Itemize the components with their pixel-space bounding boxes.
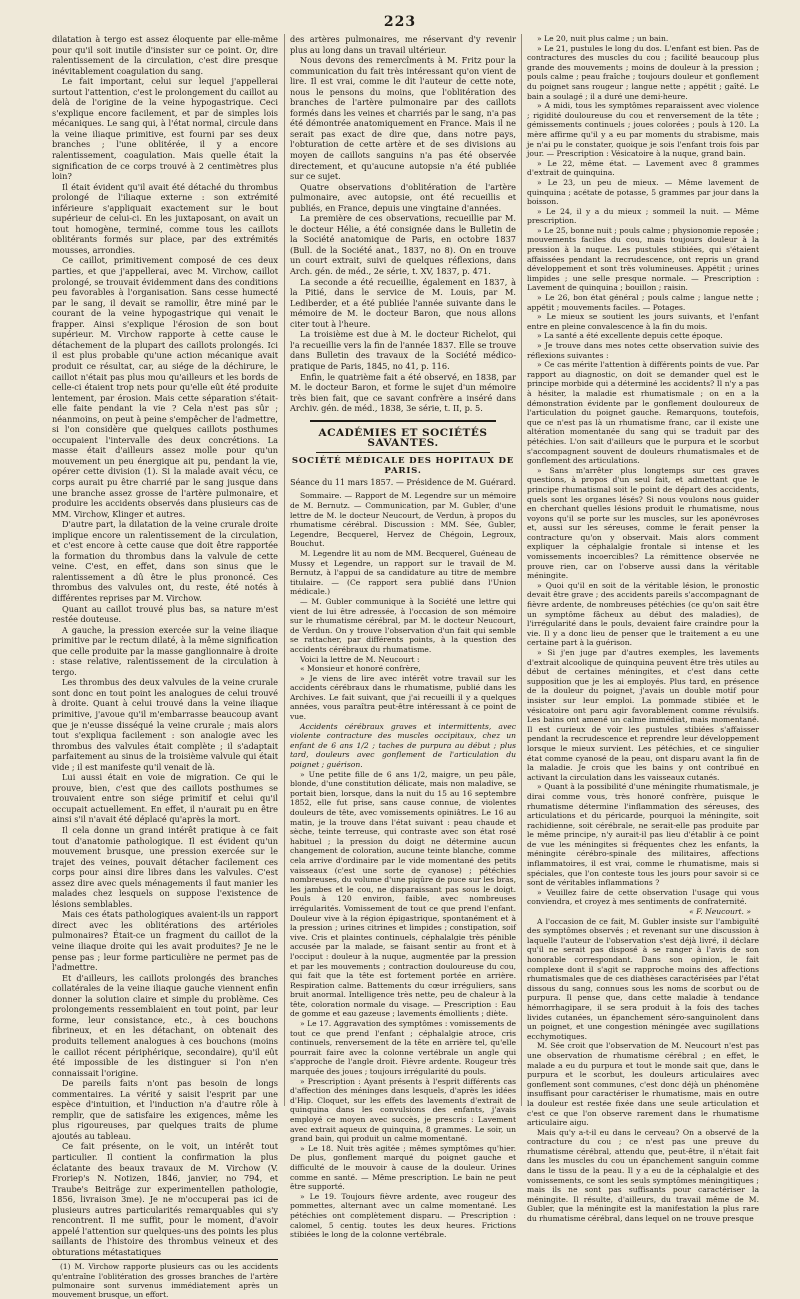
column-3	[527, 34, 759, 1224]
paragraph: — M. Gubler communique à la Société une lettre qui vient de lui être adressée, à l'occasion de son mémoire sur le rhumatisme cérébral, par M. le docteur Neucourt, de Verdun. On y trouve l'observation d'un fait qui semble se rattacher, par différents points, à la question des accidents cérébraux du rhumatisme.	[290, 596, 516, 654]
paragraph: La première de ces observations, recueillie par M. le docteur Hélie, a été consignée dans le Bulletin de la Société anatomique de Paris, en octobre 1837 (Bull. de la Société anat., 1837, no 8). On en trouve un court extrait, suivi de quelques réflexions, dans Arch. gén. de méd., 2e série, t. XV, 1837, p. 471.	[290, 213, 516, 277]
paragraph: » Je viens de lire avec intérêt votre travail sur les accidents cérébraux dans le rhumatisme, publié dans les Archives. Le fait suivant, que j'ai recueilli il y a quelques années, vous paraîtra peut-être intéressant à ce point de vue.	[290, 673, 516, 722]
paragraph: » Une petite fille de 6 ans 1/2, maigre, un peu pâle, blonde, d'une constitution délicate, mais non maladive, se portait bien, lorsque, dans la nuit du 15 au 16 septembre 1852, elle fut prise, sans cause connue, de violentes douleurs de tête, avec vomissements opiniâtres. Le 16 au matin, je la trouve dans l'état suivant : peau chaude et sèche, teinte terreuse, qui contraste avec son état rosé habituel ; la pression du doigt ne détermine aucun changement de coloration, aucune teinte blanche, comme cela arrive d'ordinaire par le vide momentané des petits vaisseaux (c'est une sorte de cyanose) ; pétéchies nombreuses, du volume d'une piqûre de puce sur les bras, les jambes et le cou, ne disparaissant pas sous le doigt. Pouls à 120 environ, faible, avec nombreuses irrégularités. Vomissement de tout ce que prend l'enfant. Douleur vive à la région épigastrique, spontanément et à la pression ; urines citrines et limpides ; constipation, soif vive. Cris et plaintes continuels, céphalalgie très pénible accusée par la malade, se faisant sentir au front et à l'occiput : douleur à la nuque, augmentée par la pression et par les mouvements ; contraction douloureuse du cou, qui fait que la tête est fortement portée en arrière. Respiration calme. Battements du cœur irréguliers, sans bruit anormal. Intelligence très nette, peu de chaleur à la tête, coloration normale du visage. — Prescription : Eau de gomme et eau gazeuse ; lavements émollients ; diète.	[290, 769, 516, 1019]
paragraph: » Si j'en juge par d'autres exemples, les lavements d'extrait alcoolique de quinquina peuvent être très utiles au début de certaines méningites, et c'est dans cette supposition que je les ai employés. Plus tard, en présence de la douleur du poignet, j'avais un double motif pour insister sur leur emploi. La pommade stibiée et le vésicatoire ont paru agir favorablement comme révulsifs. Les bains ont amené un calme immédiat, mais momentané. Il est curieux de voir les pustules stibiées s'affaisser pendant la recrudescence et reprendre leur développement lorsque le mieux survient. Les pétéchies, et ce singulier état comme cyanosé de la peau, ont disparu avant la fin de la maladie. Je crois que les bains y ont contribué en activant la circulation dans les vaisseaux cutanés.	[527, 648, 759, 782]
paragraph: » Sans m'arrêter plus longtemps sur ces graves questions, à propos d'un seul fait, et admettant que le principe rhumatismal soit le point de départ des accidents, quels sont les organes lésés? Si nous voulons nous guider en cherchant quelles lésions produit le rhumatisme, nous voyons qu'il se porte sur les muscles, sur les aponévroses et, aussi sur les séreuses, comme le ferait penser la contracture qu'on y observait. Mais alors comment expliquer la céphalalgie frontale si intense et les vomissements incoercibles? La rémittence observée ne prouve rien, car on l'observe aussi dans la véritable méningite.	[527, 465, 759, 581]
paragraph: Les thrombus des deux valvules de la veine crurale sont donc en tout point les analogues de celui trouvé à droite. Quant à celui trouvé dans la veine iliaque primitive, j'avoue qu'il m'embarrasse beaucoup avant que je n'eusse disséqué la veine crurale ; mais alors tout s'expliqua facilement : son analogie avec les thrombus des valvules était complète ; il s'adaptait parfaitement au sinus de la troisième valvule qui était vide ; il est manifeste qu'il venait de là.	[52, 677, 278, 772]
paragraph: Enfin, le quatrième fait a été observé, en 1838, par M. le docteur Baron, et forme le sujet d'un mémoire très bien fait, que ce savant confrère a inséré dans Archiv. gén. de méd., 1838, 3e série, t. II, p. 5.	[290, 371, 516, 414]
paragraph: » Ce cas mérite l'attention à différents points de vue. Par rapport au diagnostic, on doit se demander quel est le principe morbide qui a déterminé les accidents? Il n'y a pas à hésiter, la maladie est rhumatismale ; on en a la démonstration évidente par le gonflement douloureux de l'articulation du poignet gauche. Remarquons, toutefois, que ce n'est pas là un rhumatisme franc, car il existe une altération momentanée du sang qui se traduit par des pétéchies. L'on sait d'ailleurs que le purpura et le scorbut s'accompagnent souvent de douleurs rhumatismales et de gonflement des articulations.	[527, 360, 759, 466]
column-rule-right	[521, 34, 522, 1106]
paragraph: A gauche, la pression exercée sur la veine iliaque primitive par le rectum dilaté, à la même signification que celle produite par la masse ganglionnaire à droite : stase relative, ralentissement de la circulation à tergo.	[52, 624, 278, 677]
paragraph: D'autre part, la dilatation de la veine crurale droite implique encore un ralentissement de la circulation, et c'est encore à cette cause que doit être rapportée la formation du thrombus dans la valvule de cette veine. C'est, en effet, dans son sinus que le ralentissement a dû être le plus prononcé. Ces thrombus des valvules ont, du reste, été notés à différentes reprises par M. Virchow.	[52, 519, 278, 603]
paragraph: Nous devons des remercîments à M. Fritz pour la communication du fait très intéressant qu'on vient de lire. Il est vrai, comme le dit l'auteur de cette note, nous le pensons du moins, que l'oblitération des branches de l'artère pulmonaire par des caillots formés dans les veines et charriés par le sang, n'a pas été démontrée anatomiquement en France. Mais il ne serait pas exact de dire que, dans notre pays, l'obturation de cette artère et de ses divisions au moyen de caillots sanguins n'a pas été observée directement, et qu'aucune autopsie n'a été publiée sur ce sujet.	[290, 55, 516, 182]
column-1	[52, 34, 278, 1299]
footnote: (1) M. Virchow rapporte plusieurs cas ou les accidents qu'entraîne l'oblitération des grosses branches de l'artère pulmonaire sont survenus immédiatement après un mouvement brusque, un effort.	[52, 1259, 278, 1299]
section-divider	[310, 420, 496, 422]
paragraph: » Prescription : Ayant présents à l'esprit différents cas d'affection des méninges dans lesquels, d'après les idées d'Hip. Cloquet, sur les effets des lavements d'extrait de quinquina dans les convulsions des enfants, j'avais employé ce moyen avec succès, je prescris : Lavement avec extrait aqueux de quinquina, 8 grammes. Le soir, un grand bain, qui produit un calme momentané.	[290, 1076, 516, 1144]
paragraph: » A midi, tous les symptômes reparaissent avec violence ; rigidité douloureuse du cou et renversement de la tête ; gémissements continuels ; joues colorées ; pouls à 120. La mère affirme qu'il y a eu par moments du strabisme, mais je n'ai pu le constater, quoique je sois l'enfant trois fois par jour. — Prescription : Vésicatoire à la nuque, grand bain.	[527, 101, 759, 159]
paragraph: » Quoi qu'il en soit de la véritable lésion, le pronostic devait être grave ; des accidents pareils s'accompagnant de fièvre ardente, de nombreuses pétéchies (ce qu'on sait être un symptôme fâcheux au début des maladies), de l'irrégularité dans le pouls, devaient faire craindre pour la vie. Il y a donc lieu de penser que le traitement a eu une certaine part à la guérison.	[527, 580, 759, 648]
paragraph: » Le 23, un peu de mieux. — Même lavement de quinquina ; acétate de potasse, 5 grammes par jour dans la boisson.	[527, 177, 759, 207]
paragraph: » Le 21, pustules le long du dos. L'enfant est bien. Pas de contractures des muscles du cou ; facilité beaucoup plus grande des mouvements ; moins de douleur à la pression ; pouls calme ; peau fraîche ; toujours douleur et gonflement du poignet sans rougeur ; langue nette ; appétit ; gaîté. Le bain a soulagé ; il a duré une demi-heure.	[527, 43, 759, 101]
paragraph: Quant au caillot trouvé plus bas, sa nature m'est restée douteuse.	[52, 603, 278, 625]
section-rule	[316, 452, 490, 453]
paragraph: » Le 18. Nuit très agitée ; mêmes symptômes qu'hier. De plus, gonflement marqué du poignet gauche et difficulté de le mouvoir à cause de la douleur. Urines comme en santé. — Même prescription. Le bain ne peut être supporté.	[290, 1143, 516, 1192]
paragraph: Voici la lettre de M. Neucourt :	[300, 654, 420, 664]
paragraph: La troisième est due à M. le docteur Richelot, qui l'a recueillie vers la fin de l'année 1837. Elle se trouve dans Bulletin des travaux de la Société médico-pratique de Paris, 1845, no 41, p. 116.	[290, 329, 516, 371]
column-rule-left	[284, 34, 285, 1106]
summary-paragraph: Sommaire. — Rapport de M. Legendre sur un mémoire de M. Bernutz. — Communication, par M. Gubler, d'une lettre de M. le docteur Neucourt, de Verdun, à propos du rhumatisme cérébral. Discussion : MM. Sée, Gubler, Legendre, Becquerel, Hervez de Chégoin, Legroux, Bouchut.	[290, 491, 516, 549]
paragraph: » Le 26, bon état général ; pouls calme ; langue nette ; appétit ; mouvements faciles. — Potages.	[527, 293, 759, 312]
paragraph: Ce caillot, primitivement composé de ces deux parties, et que j'appellerai, avec M. Virchow, caillot prolongé, se trouvait évidemment dans des conditions peu favorables à l'organisation. Sans cesse humecté par le sang, il devait se ramollir, être miné par le courant de la veine hypogastrique qui venait le frapper. Ainsi s'explique l'érosion de son bout supérieur. M. Virchow rapporte à cette cause le détachement de la plupart des caillots prolongés. Ici il est plus probable qu'une action mécanique avait produit ce résultat, car, au siége de la déchirure, le caillot n'était pas plus mou qu'ailleurs et les bords de celle-ci étaient trop nets pour qu'elle eût été produite lentement, par érosion. Mais cette séparation s'était-elle faite pendant la vie ? Cela n'est pas sûr ; néanmoins, on peut à peine s'empêcher de l'admettre, si l'on considère que quelques caillots posthumes occupaient l'intervalle des deux concrétions. La masse était d'ailleurs assez molle pour qu'un mouvement un peu énergique ait pu, pendant la vie, opérer cette division (1). Si la malade avait vécu, ce corps aurait pu être charrié par le sang jusque dans une branche assez grosse de l'artère pulmonaire, et produire les accidents observés dans plusieurs cas de MM. Virchow, Klinger et autres.	[52, 255, 278, 519]
paragraph: M. Sée croit que l'observation de M. Neucourt n'est pas une observation de rhumatisme cérébral ; en effet, le malade a eu du purpura et tout le monde sait que, dans le purpura et le scorbut, les douleurs articulaires avec gonflement sont communes, c'est donc déjà un phénomène insuffisant pour caractériser le rhumatisme, mais en outre la douleur est restée fixée dans une seule articulation et c'est ce que l'on observe rarement dans le rhumatisme articulaire aigu.	[527, 1041, 759, 1128]
letter-signature: « F. Neucourt. »	[689, 907, 751, 917]
paragraph: » Quant à la possibilité d'une méningite rhumatismale, je dirai comme vous, très honoré confrère, puisque le rhumatisme détermine l'inflammation des séreuses, des articulations et du péricarde, pourquoi la méningite, soit rachidienne, soit cérébrale, ne serait-elle pas produite par le même principe, n'y aurait-il pas lieu d'établir à ce point de vue les méningites si fréquentes chez les enfants, la méningite cérébro-spinale des militaires, affections inflammatoires, il est vrai, comme le rhumatisme, mais si spéciales, que l'on conteste tous les jours pour savoir si ce sont de véritables inflammations ?	[527, 782, 759, 888]
column-2	[290, 34, 516, 1240]
paragraph: » Je trouve dans mes notes cette observation suivie des réflexions suivantes :	[527, 341, 759, 360]
paragraph: Mais ces états pathologiques avaient-ils un rapport direct avec les oblitérations des artérioles pulmonaires? Était-ce un fragment du caillot de la veine iliaque droite qui les avait produites? Je ne le pense pas ; leur forme particulière ne permet pas de l'admettre.	[52, 909, 278, 973]
paragraph: » Le 25, bonne nuit ; pouls calme ; physionomie reposée ; mouvements faciles du cou, mais toujours douleur à la pression à la nuque. Les pustules stibiées, qui s'étaient affaissées pendant la recrudescence, ont repris un grand développement et sont très volumineuses. Appétit ; urines limpides ; une selle presque normale. — Prescription : Lavement de quinquina ; bouillon ; raisin.	[527, 225, 759, 293]
paragraph: Quatre observations d'oblitération de l'artère pulmonaire, avec autopsie, ont été recueillis et publiés, en France, depuis une vingtaine d'années.	[290, 181, 516, 213]
paragraph: Lui aussi était en voie de migration. Ce qui le prouve, bien, c'est que des caillots posthumes se trouvaient entre son siége primitif et celui qu'il occupait actuellement. En effet, il n'aurait pu en être ainsi s'il n'avait été déplacé qu'après la mort.	[52, 772, 278, 825]
paragraph: Mais qu'y a-t-il eu dans le cerveau? On a observé de la contracture du cou ; ce n'est pas une preuve du rhumatisme cérébral, attendu que, peut-être, il n'était fait dans les muscles du cou un épanchement sanguin comme dans le tissu de la peau. Il y a eu de la céphalalgie et des vomissements, ce sont les seuls symptômes méningitiques ; mais ils ne sont pas suffisants pour caractériser la méningite. Il résulte, d'ailleurs, du travail même de M. Gubler, que la méningite est la manifestation la plus rare du rhumatisme cérébral, dans lequel on ne trouve presque	[527, 1127, 759, 1224]
paragraph: » Le 20, nuit plus calme ; un bain.	[537, 34, 669, 43]
paragraph: M. Legendre lit au nom de MM. Becquerel, Guéneau de Mussy et Legendre, un rapport sur le travail de M. Bernutz, à l'appui de sa candidature au titre de membre titulaire. — (Ce rapport sera publié dans l'Union médicale.)	[290, 548, 516, 597]
paragraph: « Monsieur et honoré confrère,	[300, 664, 421, 674]
paragraph: » La santé a été excellente depuis cette époque.	[537, 331, 723, 341]
paragraph: » Veuillez faire de cette observation l'usage qui vous conviendra, et croyez à mes sentiments de confraternité.	[527, 887, 759, 907]
society-heading: SOCIÉTÉ MÉDICALE DES HOPITAUX DE PARIS.	[291, 455, 515, 477]
paragraph: » Le mieux se soutient les jours suivants, et l'enfant entre en pleine convalescence à la fin du mois.	[527, 312, 759, 331]
paragraph: » Le 17. Aggravation des symptômes : vomissements de tout ce que prend l'enfant ; céphalalgie atroce, cris continuels, renversement de la tête en arrière tel, qu'elle pourrait faire avec la colonne vertébrale un angle qui s'approche de l'angle droit. Fièvre ardente. Rougeur très marquée des joues ; toujours irrégularité du pouls.	[290, 1019, 516, 1077]
paragraph: » Le 24, il y a du mieux ; sommeil la nuit. — Même prescription.	[527, 206, 759, 226]
paragraph: » Le 22, même état. — Lavement avec 8 grammes d'extrait de quinquina.	[527, 158, 759, 178]
paragraph: Il était évident qu'il avait été détaché du thrombus prolongé de l'iliaque externe : son extrémité inférieure s'appliquait exactement sur le bout supérieur de celui-ci. En les juxtaposant, on avait un tout homogène, terminé, comme tous les caillots oblitérants formés sur place, par des extrémités mousses, arrondies.	[52, 181, 278, 255]
paragraph: Il cela donne un grand intérêt pratique à ce fait tout d'anatomie pathologique. Il est évident qu'un mouvement brusque, une pression exercée sur le trajet des veines, pouvait détacher facilement ces corps pour ainsi dire libres dans les valvules. C'est assez dire avec quels ménagements il faut manier les malades chez lesquels on suppose l'existence de lésions semblables.	[52, 825, 278, 909]
paragraph: De pareils faits n'ont pas besoin de longs commentaires. La vérité y saisit l'esprit par une espèce d'intuition, et l'induction n'a d'autre rôle à remplir, que de satisfaire les exigences, même les plus rigoureuses, par quelques traits de plume ajoutés au tableau.	[52, 1078, 278, 1141]
paragraph: des artères pulmonaires, me réservant d'y revenir plus au long dans un travail ultérieur.	[290, 34, 516, 55]
paragraph: Et d'ailleurs, les caillots prolongés des branches collatérales de la veine iliaque gauche viennent enfin donner la solution claire et simple du problème. Ces prolongements ressemblaient en tout point, par leur forme, leur consistance, etc., à ces bouchons fibrineux, et en les détachant, on obtenait des produits tellement analogues à ces bouchons (moins le caillot récent périphérique, secondaire), qu'il eût été impossible de les distinguer si l'on n'en connaissait l'origine.	[52, 972, 278, 1078]
paragraph: Ce fait présente, on le voit, un intérêt tout particulier. Il contient la confirmation la plus éclatante des beaux travaux de M. Virchow (V. Froriep's N. Notizen, 1846, janvier, no 794, et Traube's Beiträge zur experimentellen pathologie, 1856, livraison 3me). Je ne m'occuperai pas ici de plusieurs autres particularités remarquables qui s'y rencontrent. Il me suffit, pour le moment, d'avoir appelé l'attention sur quelques-uns des points les plus saillants de l'histoire des thrombus veineux et des obturations métastatiques	[52, 1141, 278, 1257]
session-line: Séance du 11 mars 1857. — Présidence de M. Guérard.	[290, 477, 516, 487]
section-title: ACADÉMIES ET SOCIÉTÉS SAVANTES.	[318, 426, 488, 450]
paragraph: » Le 19. Toujours fièvre ardente, avec rougeur des pommettes, alternant avec un calme momentané. Les pétéchies ont complètement disparu. — Prescription : calomel, 5 centig. toutes les deux heures. Frictions stibiées le long de la colonne vertébrale.	[290, 1191, 516, 1240]
paragraph: A l'occasion de ce fait, M. Gubler insiste sur l'ambiguïté des symptômes observés ; et revenant sur une discussion à laquelle l'auteur de l'observation s'est déjà livré, il déclare qu'il ne serait pas disposé à se ranger à l'avis de son honorable correspondant. Dans son opinion, le fait complexe dont il s'agit se rapproche moins des affections rhumatismales que de ces diathèses caractérisées par l'état dissous du sang, connues sous les noms de scorbut ou de purpura. Il pense que, dans cette maladie à tendance hémorrhagipare, il se sera produit à la fois des taches livides cutanées, un épanchement séro-sanguinolent dans un poignet, et une congestion méningée avec sugillations ecchymotiques.	[527, 916, 759, 1041]
case-title: Accidents cérébraux graves et intermittents, avec violente contracture des muscles occipitaux, chez un enfant de 6 ans 1/2 ; taches de purpura au début ; plus tard, douleurs avec gonflement de l'articulation du poignet ; guérison.	[290, 721, 516, 770]
paragraph: La seconde a été recueillie, également en 1837, à la Pitié, dans le service de M. Louis, par M. Lediberder, et a été publiée l'année suivante dans le mémoire de M. le docteur Baron, que nous allons citer tout à l'heure.	[290, 276, 516, 329]
page-number: 223	[383, 14, 417, 30]
paragraph: dilatation à tergo est assez éloquente par elle-même pour qu'il soit inutile d'insister sur ce point. Or, dire ralentissement de la circulation, c'est dire presque inévitablement coagulation du sang.	[52, 34, 278, 76]
paragraph: Le fait important, celui sur lequel j'appellerai surtout l'attention, c'est le prolongement du caillot au delà de l'origine de la veine hypogastrique. Ceci s'explique encore facilement, et par de simples lois mécaniques. Le sang qui, à l'état normal, circule dans la veine iliaque primitive, est fourni par ses deux branches ; l'une oblitérée, il y a encore ralentissement, coagulation. Mais quelle était la signification de ce corps trouvé à 2 centimètres plus loin?	[52, 76, 278, 182]
